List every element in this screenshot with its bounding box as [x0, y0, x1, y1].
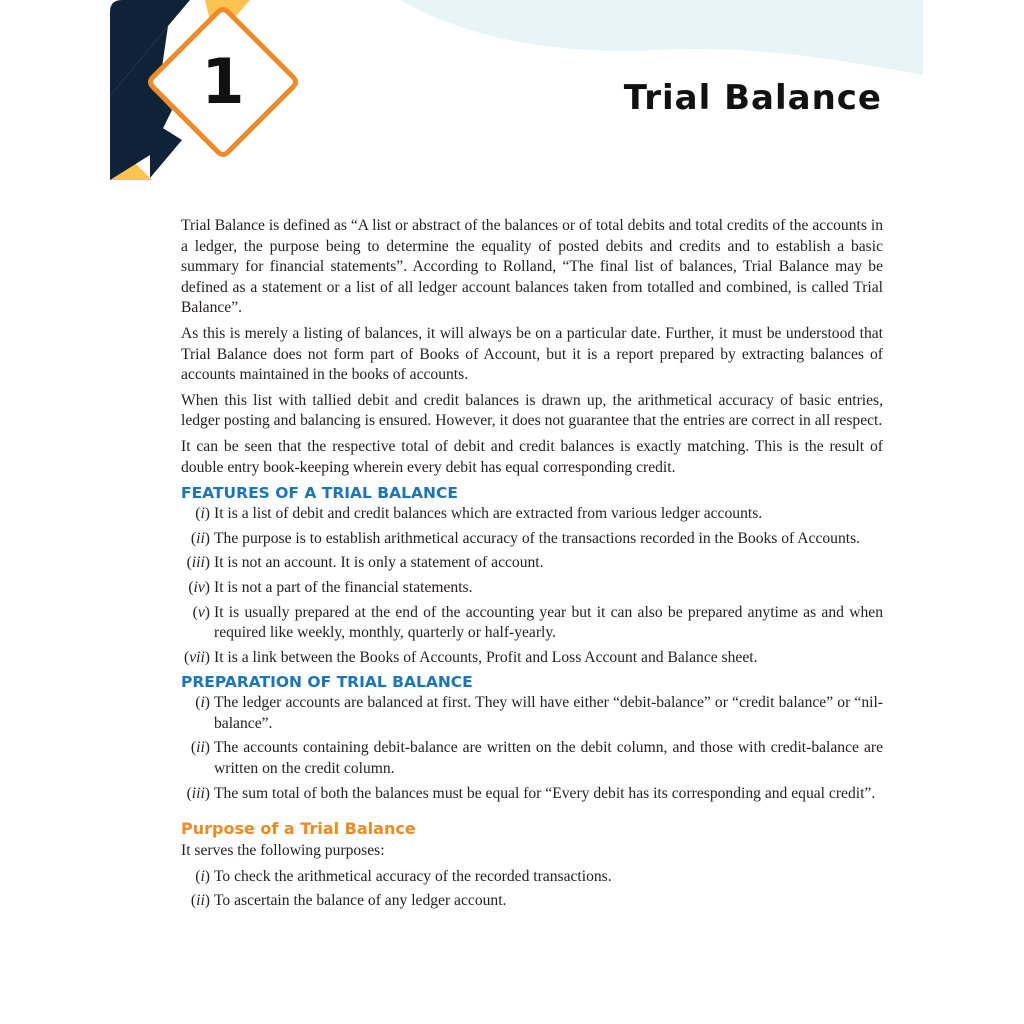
chapter-number: 1	[201, 45, 245, 118]
purpose-list	[181, 867, 883, 912]
chapter-number-badge	[110, 0, 310, 185]
intro-paragraph-3: When this list with tallied debit and credit balances is drawn up, the arithmetical accuracy of basic entries, ledger posting and balancing is ensured. However, it does not guarantee that the entries are correct in all respect.	[181, 391, 883, 430]
intro-paragraph-1: Trial Balance is defined as “A list or abstract of the balances or of total debits and total credits of the accounts in a ledger, the purpose being to determine the equality of posted debits and credits and to establish a basic summary for financial statements”. According to Rolland, “The final list of balances, Trial Balance may be defined as a statement or a list of all ledger account balances taken from totalled and combined, is called Trial Balance”.	[181, 217, 883, 317]
list-item: (iii) The sum total of both the balances must be equal for “Every debit has its corresponding and equal credit”.	[186, 784, 876, 802]
preparation-list	[181, 693, 883, 804]
list-item: (i) The ledger accounts are balanced at first. They will have either “debit-balance” or “credit balance” or “nil- balance”.	[195, 694, 883, 732]
chapter-title: Trial Balance	[623, 78, 882, 118]
features-heading: FEATURES OF A TRIAL BALANCE	[181, 484, 458, 503]
list-item: (v) It is usually prepared at the end of the accounting year but it can also be prepared anytime as and when required like weekly, monthly, quarterly or half-yearly.	[192, 603, 883, 642]
list-item: (iv) It is not a part of the financial statements.	[188, 578, 473, 596]
list-item: (vii) It is a link between the Books of Accounts, Profit and Loss Account and Balance sheet.	[184, 648, 758, 666]
list-item: (i) To check the arithmetical accuracy of the recorded transactions.	[195, 867, 612, 885]
purpose-heading: Purpose of a Trial Balance	[181, 819, 416, 839]
list-item: (iii) It is not an account. It is only a statement of account.	[186, 554, 544, 572]
purpose-intro: It serves the following purposes:	[181, 842, 385, 860]
chapter-content	[181, 216, 883, 916]
features-list	[181, 504, 883, 668]
list-item: (ii) The accounts containing debit-balance are written on the debit column, and those with credit-balance are written on the credit column.	[190, 739, 883, 778]
list-item: (ii) The purpose is to establish arithmetical accuracy of the transactions recorded in the Books of Accounts.	[190, 529, 861, 547]
intro-paragraph-4: It can be seen that the respective total of debit and credit balances is exactly matching. This is the result of double entry book-keeping wherein every debit has equal corresponding credit.	[181, 437, 883, 476]
list-item: (i) It is a list of debit and credit balances which are extracted from various ledger accounts.	[195, 505, 763, 523]
preparation-heading: PREPARATION OF TRIAL BALANCE	[181, 673, 473, 692]
intro-paragraph-2: As this is merely a listing of balances, it will always be on a particular date. Further, it must be understood that Trial Balance does not form part of Books of Account, but it is a report prepared by extracting balances of accounts maintained in the books of accounts.	[181, 324, 883, 384]
list-item: (ii) To ascertain the balance of any ledger account.	[190, 892, 507, 910]
